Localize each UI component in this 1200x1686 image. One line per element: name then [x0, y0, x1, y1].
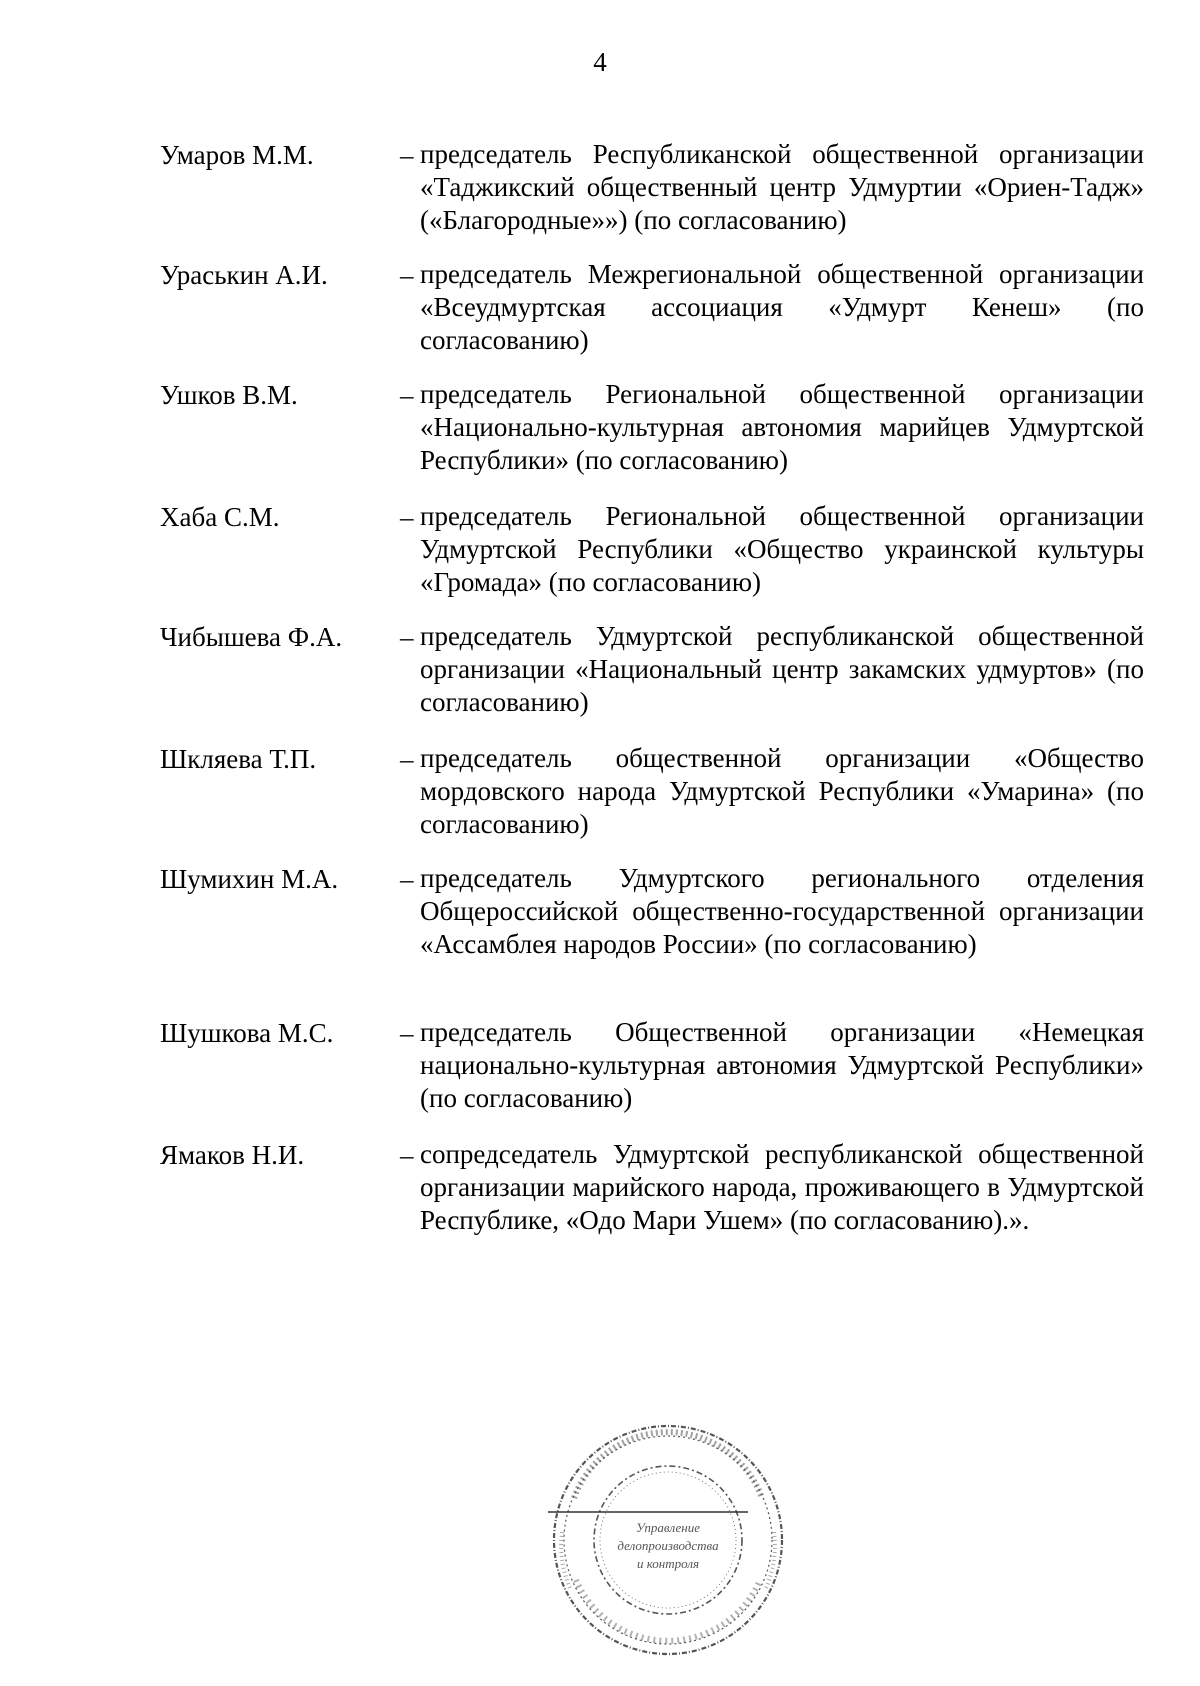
member-name: Хаба С.М. — [160, 502, 280, 532]
member-name: Ушков В.М. — [160, 380, 298, 410]
dash: – — [400, 1140, 414, 1170]
member-role: председатель общественной организации «Общество мордовского народа Удмуртской Республики «Умарина» (по согласованию) — [420, 743, 1144, 839]
official-seal-icon — [548, 1420, 788, 1660]
dash: – — [400, 622, 414, 652]
member-role: председатель Удмуртского регионального отделения Общероссийской общественно-государственной организации «Ассамблея народов России» (по согласованию) — [420, 863, 1144, 959]
member-name: Умаров М.М. — [160, 140, 314, 170]
member-role: председатель Республиканской общественной организации «Таджикский общественный центр Удмуртии «Ориен-Тадж» («Благородные»») (по согласованию) — [420, 139, 1144, 235]
member-name: Шумихин М.А. — [160, 864, 339, 894]
member-name: Шушкова М.С. — [160, 1018, 334, 1048]
member-name: Чибышева Ф.А. — [160, 622, 343, 652]
member-name: Ямаков Н.И. — [160, 1140, 305, 1170]
seal-text-line: и контроля — [636, 1556, 700, 1571]
seal-text-line: делопроизводства — [617, 1538, 719, 1553]
member-role: председатель Удмуртской республиканской общественной организации «Национальный центр закамских удмуртов» (по согласованию) — [420, 621, 1144, 717]
member-role: председатель Межрегиональной общественной организации «Всеудмуртская ассоциация «Удмурт Кенеш» (по согласованию) — [420, 259, 1144, 355]
member-role: председатель Общественной организации «Немецкая национально-культурная автономия Удмуртской Республики» (по согласованию) — [420, 1017, 1144, 1113]
dash: – — [400, 260, 414, 290]
dash: – — [400, 864, 414, 894]
dash: – — [400, 744, 414, 774]
dash: – — [400, 380, 414, 410]
member-name: Ураськин А.И. — [160, 260, 328, 290]
page-number: 4 — [593, 47, 607, 77]
member-role: председатель Региональной общественной организации «Национально-культурная автономия марийцев Удмуртской Республики» (по согласованию) — [420, 379, 1144, 475]
seal-graphic — [548, 1420, 788, 1660]
dash: – — [400, 1018, 414, 1048]
member-role: председатель Региональной общественной организации Удмуртской Республики «Общество украинской культуры «Громада» (по согласованию) — [420, 501, 1144, 597]
dash: – — [400, 140, 414, 170]
member-name: Шкляева Т.П. — [160, 744, 317, 774]
seal-text-line: Управление — [635, 1520, 701, 1535]
dash: – — [400, 502, 414, 532]
member-role: сопредседатель Удмуртской республиканской общественной организации марийского народа, проживающего в Удмуртской Республике, «Одо Мари Ушем» (по согласованию).». — [420, 1139, 1144, 1235]
